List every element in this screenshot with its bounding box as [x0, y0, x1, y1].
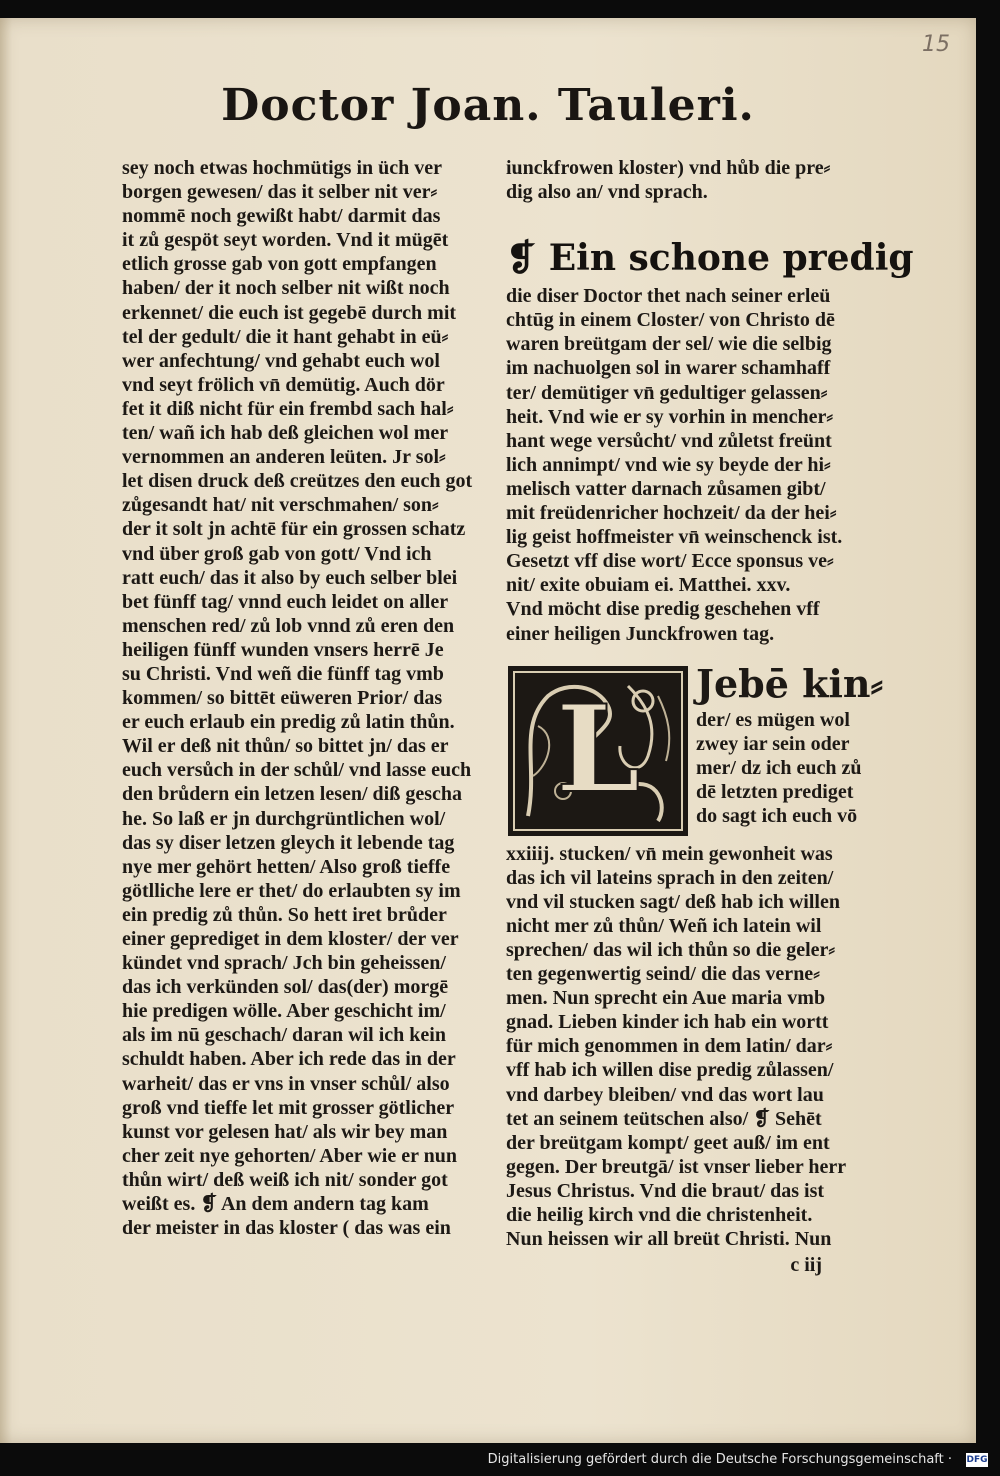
- text-line: den brůdern ein letzen lesen/ diß gescha: [122, 783, 463, 806]
- decorated-initial-icon: [508, 666, 688, 836]
- text-line: iunckfrowen kloster) vnd hůb die pre⸗: [506, 157, 831, 179]
- book-page: [0, 18, 976, 1443]
- sermon-body-lines: [506, 842, 872, 1252]
- initial-lead-words: Jebē kin⸗: [696, 660, 884, 706]
- text-line: der/ es mügen wol: [696, 708, 850, 731]
- text-line: menschen red/ zů lob vnnd zů eren den: [122, 614, 455, 637]
- text-line: groß vnd tieffe let mit grosser götlicher: [122, 1096, 455, 1119]
- text-line: chtūg in einem Closter/ von Christo dē: [506, 309, 835, 332]
- text-line: heit. Vnd wie er sy vorhin in mencher⸗: [506, 405, 834, 428]
- text-line: fet it diß nicht für ein frembd sach hal⸗: [122, 397, 454, 420]
- text-line: weißt es. ❡ An dem andern tag kam: [122, 1193, 429, 1216]
- text-line: vnd seyt frölich vn̄ demütig. Auch dör: [122, 373, 445, 396]
- text-line: vernommen an anderen leüten. Jr sol⸗: [122, 446, 446, 469]
- text-line: nit/ exite obuiam ei. Matthei. xxv.: [506, 574, 791, 597]
- text-line: mit freüdenricher hochzeit/ da der hei⸗: [506, 502, 837, 525]
- text-line: gegen. Der breutgā/ ist vnser lieber herr: [506, 1155, 847, 1178]
- text-line: der breütgam kompt/ geet auß/ im ent: [506, 1131, 830, 1154]
- text-line: zůgesandt hat/ nit verschmahen/ son⸗: [122, 494, 439, 517]
- text-line: vnd darbey bleiben/ vnd das wort lau: [506, 1083, 824, 1106]
- text-line: mer/ dz ich euch zů: [696, 756, 862, 779]
- text-line: men. Nun sprecht ein Aue maria vmb: [506, 987, 826, 1010]
- right-column-top-lines: [506, 156, 872, 204]
- sermon-summary-lines: [506, 284, 872, 645]
- text-line: xxiiij. stucken/ vn̄ mein gewonheit was: [506, 842, 833, 865]
- text-line: das ich verkünden sol/ das(der) morgē: [122, 976, 449, 999]
- text-line: gnad. Lieben kinder ich hab ein wortt: [506, 1011, 829, 1034]
- text-line: tet an seinem teütschen also/ ❡ Sehēt: [506, 1107, 822, 1130]
- text-line: etlich grosse gab von gott empfangen: [122, 253, 437, 276]
- text-line: Vnd möcht dise predig geschehen vff: [506, 598, 820, 621]
- footer-credit: Digitalisierung gefördert durch die Deutsche Forschungsgemeinschaft ·: [487, 1452, 952, 1467]
- text-line: wer anfechtung/ vnd gehabt euch wol: [122, 349, 440, 372]
- text-line: cher zeit nye gehorten/ Aber wie er nun: [122, 1144, 457, 1167]
- text-line: dig also an/ vnd sprach.: [506, 181, 708, 204]
- text-line: Wil er deß nit thůn/ so bittet jn/ das er: [122, 735, 449, 758]
- text-line: sey noch etwas hochmütigs in üch ver: [122, 157, 443, 179]
- text-line: do sagt ich euch vō: [696, 804, 858, 827]
- text-line: heiligen fünff wunden vnsers herrē Je: [122, 638, 444, 661]
- text-line: vnd über groß gab von gott/ Vnd ich: [122, 542, 432, 565]
- text-line: it zů gespöt seyt worden. Vnd it mügēt: [122, 229, 449, 252]
- text-line: einer geprediget in dem kloster/ der ver: [122, 928, 459, 950]
- text-line: schuldt haben. Aber ich rede das in der: [122, 1048, 456, 1071]
- initial-side-lines: [696, 708, 874, 828]
- text-line: he. So laß er jn durchgrüntlichen wol/: [122, 807, 446, 830]
- text-line: warheit/ das er vns in vnser schůl/ also: [122, 1072, 450, 1095]
- text-line: nicht mer zů thůn/ Weñ ich latein wil: [506, 914, 822, 937]
- text-line: für mich genommen in dem latin/ dar⸗: [506, 1035, 833, 1058]
- text-line: im nachuolgen sol in warer schamhaff: [506, 357, 831, 380]
- text-line: sprechen/ das wil ich thůn so die geler⸗: [506, 938, 836, 961]
- text-line: erkennet/ die euch ist gegebē durch mit: [122, 301, 457, 324]
- text-line: vnd vil stucken sagt/ deß hab ich willen: [506, 890, 840, 913]
- text-line: nommē noch gewißt habt/ darmit das: [122, 205, 441, 228]
- text-line: vff hab ich willen dise predig zůlassen/: [506, 1059, 834, 1082]
- text-line: melisch vatter darnach zůsamen gibt/: [506, 477, 826, 500]
- text-line: hie predigen wölle. Aber geschicht im/: [122, 1000, 446, 1023]
- initial-block: [506, 660, 884, 842]
- text-line: als im nū geschach/ daran wil ich kein: [122, 1024, 446, 1047]
- text-line: hant wege versůcht/ vnd zůletst freünt: [506, 429, 832, 452]
- text-line: lich annimpt/ vnd wie sy beyde der hi⸗: [506, 453, 831, 476]
- text-line: euch versůch in der schůl/ vnd lasse euch: [122, 759, 472, 782]
- text-line: ten gegenwertig seind/ die das verne⸗: [506, 963, 820, 986]
- text-line: er euch erlaub ein predig zů latin thůn.: [122, 711, 455, 734]
- text-line: Nun heissen wir all breüt Christi. Nun: [506, 1228, 832, 1251]
- text-line: Gesetzt vff dise wort/ Ecce sponsus ve⸗: [506, 550, 834, 573]
- text-line: götlliche lere er thet/ do erlaubten sy im: [122, 879, 461, 902]
- folio-number: 15: [922, 32, 950, 57]
- left-column-lines: [122, 156, 488, 1240]
- text-line: die heilig kirch vnd die christenheit.: [506, 1204, 813, 1226]
- text-line: ratt euch/ das it also by euch selber blei: [122, 566, 458, 589]
- left-column: [122, 156, 488, 1240]
- initial-letter: L: [555, 678, 641, 820]
- text-line: ein predig zů thůn. So hett iret brůder: [122, 903, 447, 926]
- text-line: su Christi. Vnd weñ die fünff tag vmb: [122, 662, 444, 685]
- text-line: borgen gewesen/ das it selber nit ver⸗: [122, 181, 438, 204]
- text-line: ten/ wañ ich hab deß gleichen wol mer: [122, 422, 449, 445]
- text-line: kündet vnd sprach/ Jch bin geheissen/: [122, 952, 446, 975]
- running-head: Doctor Joan. Tauleri.: [221, 80, 755, 131]
- text-line: das sy diser letzen gleych it lebende tag: [122, 831, 455, 854]
- text-line: bet fünff tag/ vnnd euch leidet on aller: [122, 590, 449, 613]
- text-line: tel der gedult/ die it hant gehabt in eü⸗: [122, 325, 449, 348]
- text-line: einer heiligen Junckfrowen tag.: [506, 622, 775, 645]
- text-line: ter/ demütiger vn̄ gedultiger gelassen⸗: [506, 381, 828, 404]
- text-line: zwey iar sein oder: [696, 732, 850, 755]
- text-line: waren breütgam der sel/ wie die selbig: [506, 333, 832, 356]
- text-line: thůn wirt/ deß weiß ich nit/ sonder got: [122, 1168, 448, 1191]
- text-line: der it solt jn achtē für ein grossen schatz: [122, 518, 466, 541]
- text-line: haben/ der it noch selber nit wißt noch: [122, 277, 450, 300]
- text-line: das ich vil lateins sprach in den zeiten/: [506, 866, 834, 889]
- text-line: kommen/ so bittēt eüweren Prior/ das: [122, 687, 443, 710]
- text-line: let disen druck deß creützes den euch got: [122, 470, 473, 493]
- text-line: Jesus Christus. Vnd die braut/ das ist: [506, 1179, 825, 1202]
- text-line: die diser Doctor thet nach seiner erleü: [506, 285, 831, 308]
- signature-mark: c iij: [790, 1254, 822, 1277]
- right-column: [506, 156, 914, 1277]
- text-line: nye mer gehört hetten/ Also groß tieffe: [122, 855, 451, 878]
- text-line: dē letzten prediget: [696, 780, 854, 803]
- dfg-logo-icon: DFG: [966, 1455, 988, 1465]
- text-line: kunst vor gelesen hat/ als wir bey man: [122, 1120, 448, 1143]
- text-line: lig geist hoffmeister vn̄ weinschenck ist.: [506, 526, 843, 549]
- section-heading: ❡ Ein schone predig: [506, 237, 914, 280]
- text-line: der meister in das kloster ( das was ein: [122, 1217, 451, 1240]
